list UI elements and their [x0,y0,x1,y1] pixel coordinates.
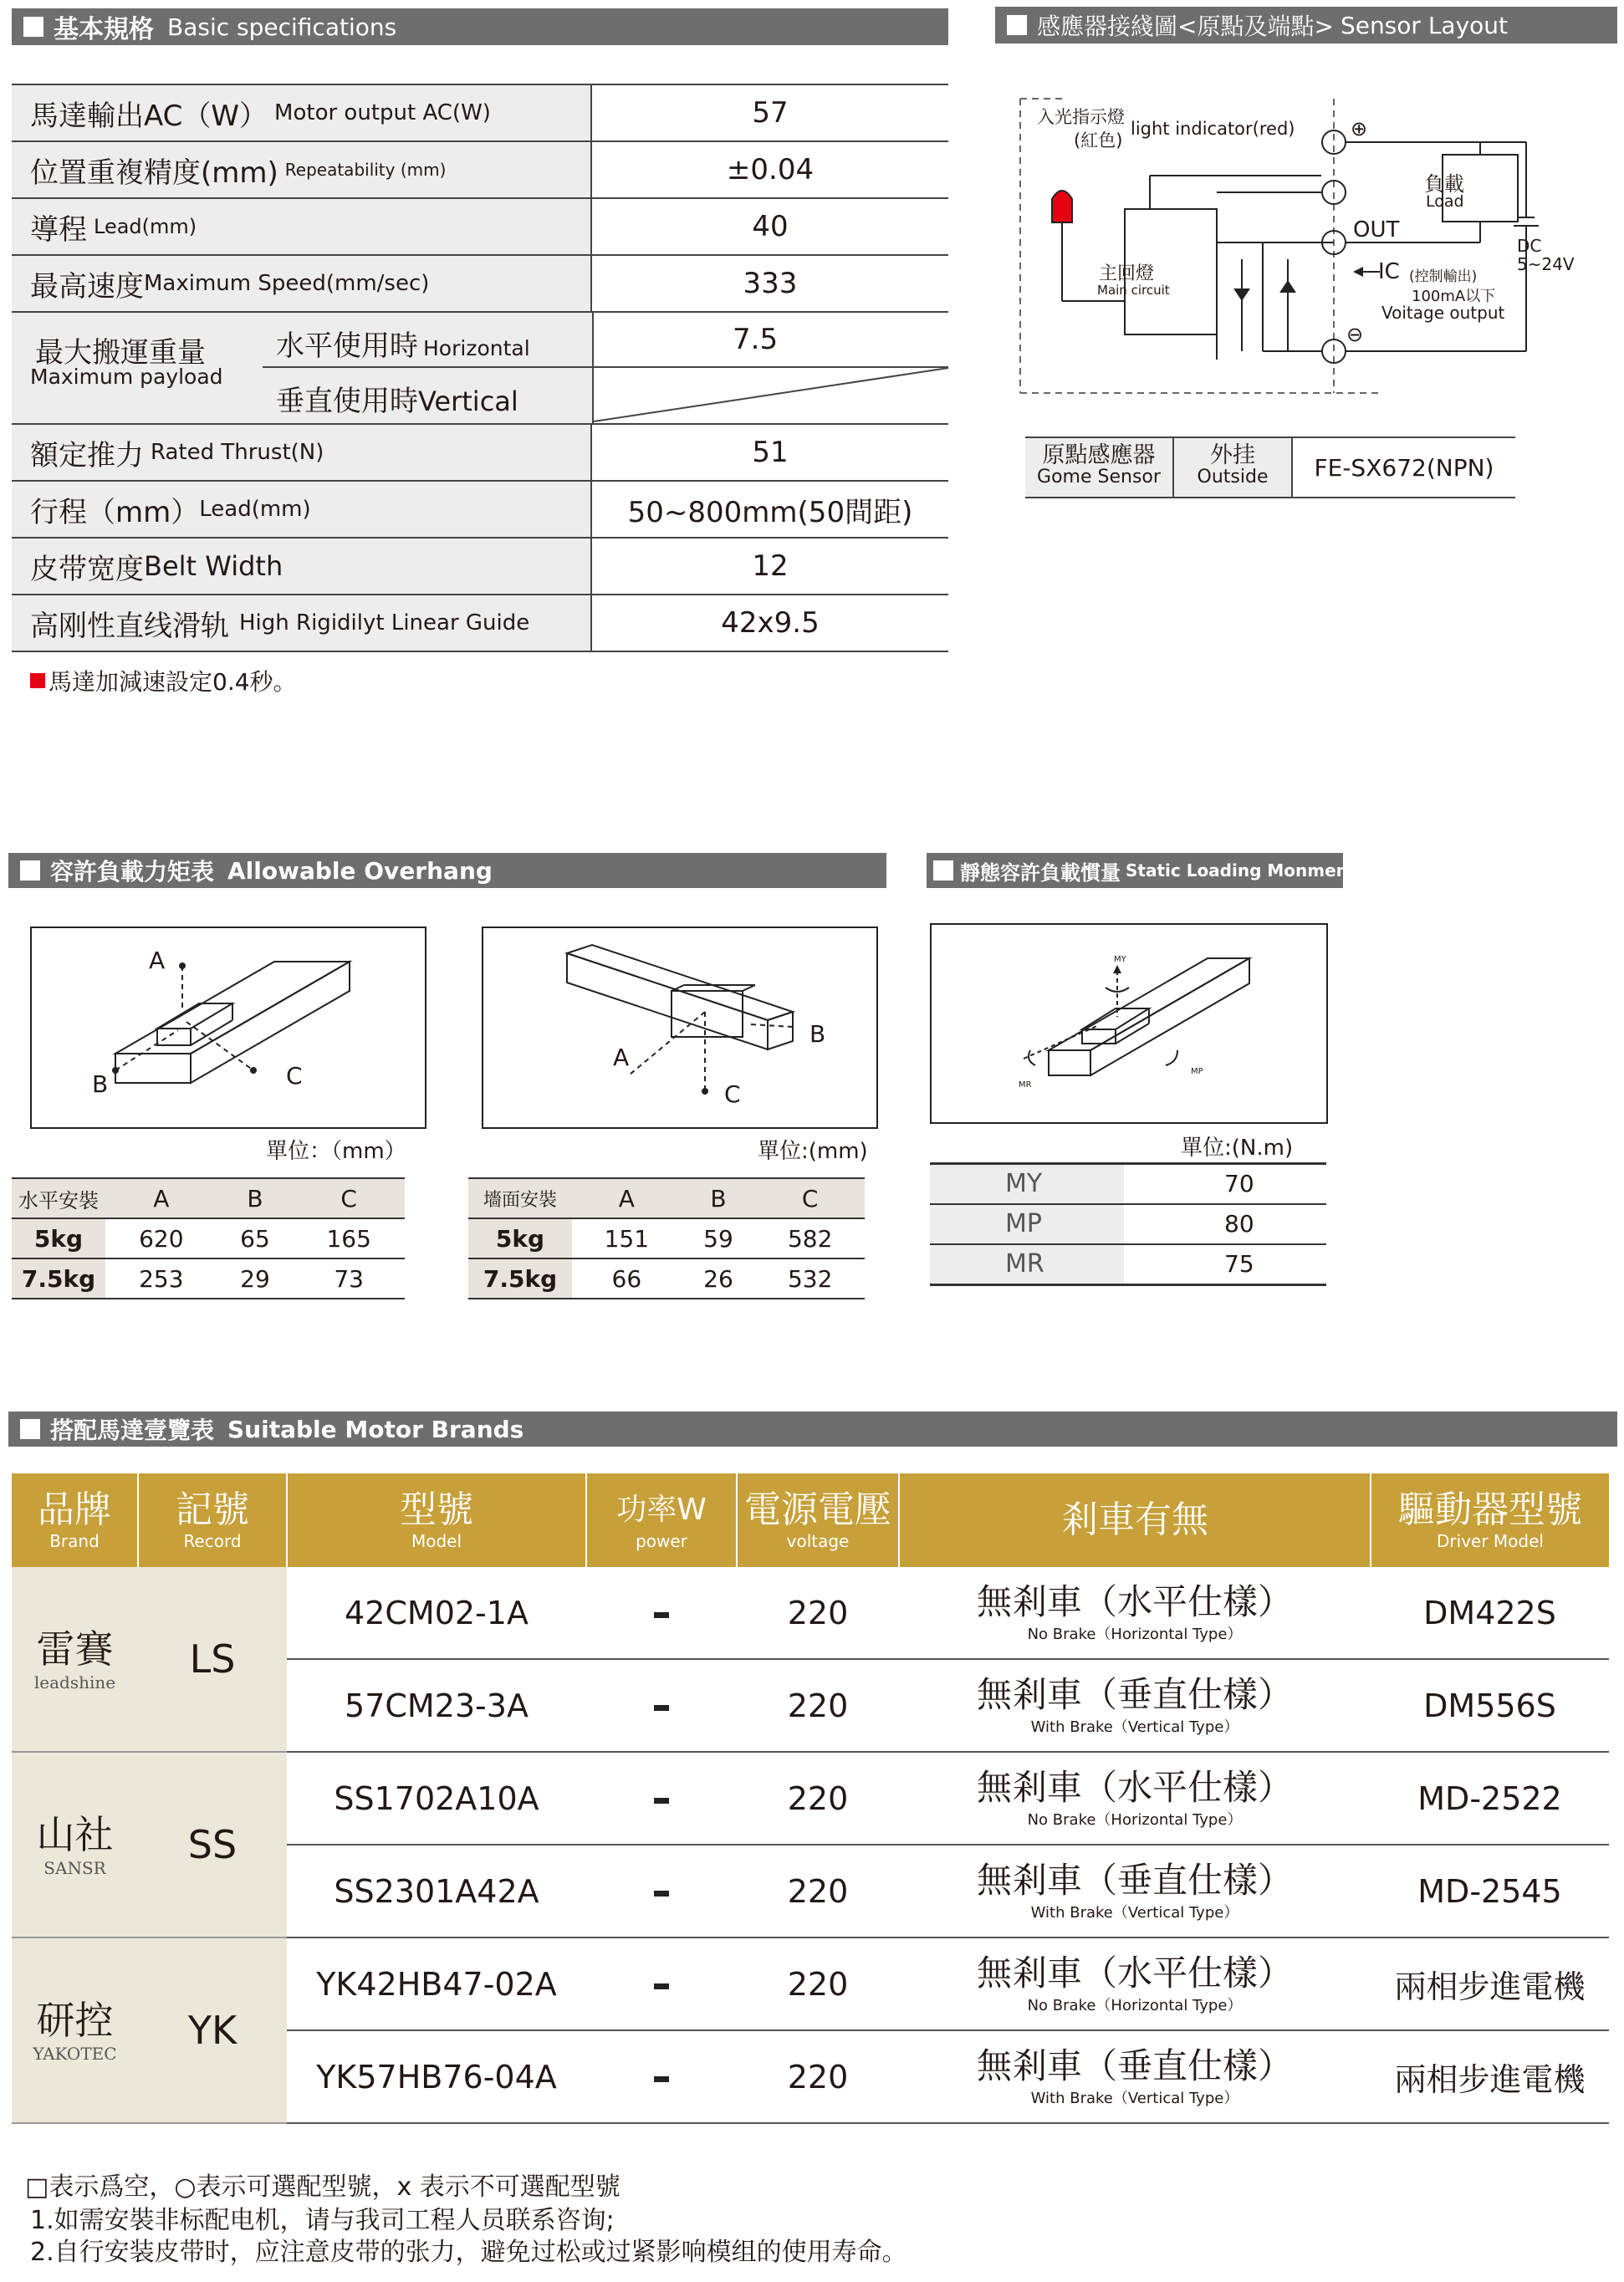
spec-row-belt-width: 皮带宽度 Belt Width 12 [12,539,948,595]
motors-header [8,1412,1617,1447]
spec-value: 333 [743,267,798,300]
spec-value: 51 [752,436,789,469]
static-moment-table [930,1162,1326,1286]
payload-vertical-label: 垂直使用時Vertical [276,385,518,418]
dash-mark [654,2076,669,2082]
static-moment-figure [930,923,1328,1124]
table-row: 5kg 151 59 582 [468,1218,865,1258]
label-c: C [724,1080,741,1108]
dash-mark [654,1705,669,1711]
dc-range: 5~24V [1517,254,1575,274]
header-square-icon [933,860,953,881]
overhang-unit-1: 單位：（mm） [266,1139,406,1164]
static-title-en: Static Loading Monment [1126,860,1356,881]
dash-mark [654,1612,669,1618]
brand-yakotec: 研控 YAKOTEC [12,1937,138,2123]
current-label: 100mA以下 [1412,288,1496,305]
ic-label: IC [1378,259,1400,284]
sensor-model-table: 原點感應器 Gome Sensor 外挂 Outside FE-SX672(NPN) [1025,436,1515,498]
table-row: SS2301A42A 220 無剎車（垂直仕樣） With Brake（Vertical Type） MD-2545 [12,1845,1609,1937]
spec-row-rated-thrust: 額定推力 Rated Thrust(N) 51 [12,425,948,482]
table-row: MY 70 [930,1165,1326,1205]
light-indicator-zh2: (紅色) [1074,130,1123,151]
static-header [927,853,1356,888]
spec-row-stroke: 行程（mm） Lead(mm) 50~800mm(50間距) [12,482,948,539]
motors-title-en: Suitable Motor Brands [227,1415,524,1443]
spec-value: 57 [752,96,789,130]
light-indicator-zh: 入光指示燈 [1037,107,1125,127]
label-mp: MP [1191,1067,1203,1076]
load-en: Load [1426,192,1464,211]
footer-line-2: 1.如需安裝非标配电机，请与我司工程人员联系咨询; [30,2206,615,2235]
spec-value: 12 [752,549,789,583]
motor-brands-table: 品牌 Brand 記號 Record 型號 Model 功率W power 電源電壓 voltage 剎車有無 驅動器型號 Driver Model 雷賽 leadshine LS 42CM02-1A 220 無剎車（水平仕樣） No Brake（Horizontal Type） DM422S 57CM23-3A 220 無剎車（垂直仕樣） With Brake（Vertical Type） DM556S 山社 SANSR SS SS1702A10A 220 無剎車（水平仕樣） No Brake（Horizontal Type） MD-2522 SS2301A42A 220 無剎車（垂直仕樣） With Brake（Vertical Type） MD-2545 研控 YAKOTEC YK YK42HB47-02A 220 無剎車（水平仕樣） No Brake（Horizontal Type） 兩相步進電機 YK57HB76-04A 220 無剎車（垂直仕樣） With Brake（Vertical Type） 兩相步進電機 [12,1473,1609,2124]
basic-note: 馬達加減速設定0.4秒。 [30,664,297,697]
table-title: 墻面安裝 [468,1178,572,1218]
main-circuit-zh: 主回燈 [1099,263,1155,284]
spec-row-payload [12,313,948,425]
dash-mark [654,1798,669,1804]
dc-label: DC [1517,236,1542,256]
out-terminal: OUT [1353,217,1400,242]
table-row: 5kg 620 65 165 [12,1218,405,1258]
minus-terminal: ⊖ [1346,323,1364,346]
payload-vertical-diagonal [594,368,948,423]
spec-row-lead: 導程 Lead(mm) 40 [12,199,948,256]
spec-value: 42x9.5 [721,606,820,640]
spec-row-linear-guide: 高刚性直线滑轨 High Rigidilyt Linear Guide 42x9.5 [12,595,948,652]
brand-sansr: 山社 SANSR [12,1752,138,1937]
spec-row-repeatability: 位置重複精度(mm) Repeatability (mm) ±0.04 [12,142,948,199]
payload-horizontal-value: 7.5 [733,323,779,356]
label-c: C [286,1062,303,1090]
main-circuit-en: Main circuit [1097,283,1170,298]
overhang-horizontal-figure [30,927,426,1129]
header-square-icon [23,17,43,37]
overhang-title-en: Allowable Overhang [227,856,493,885]
overhang-header [8,853,886,888]
spec-value: 40 [752,210,789,243]
motors-title-zh: 搭配馬達壹覽表 [50,1417,215,1444]
overhang-title-zh: 容許負載力矩表 [50,858,215,886]
brand-leadshine: 雷賽 leadshine [12,1567,138,1752]
sensor-title-zh: 感應器接綫圖<原點及端點> [1037,13,1334,40]
sensor-model: FE-SX672(NPN) [1314,453,1494,482]
light-indicator-en: light indicator(red) [1131,119,1295,139]
table-row: 57CM23-3A 220 無剎車（垂直仕樣） With Brake（Vertical Type） DM556S [12,1659,1609,1752]
overhang-wall-table: 墻面安裝 A B C 5kg 151 59 582 7.5kg 66 26 532 [468,1177,865,1299]
table-row: 7.5kg 66 26 532 [468,1258,865,1299]
header-square-icon [1007,15,1027,35]
payload-horizontal-label: 水平使用時 Horizontal [276,329,530,363]
label-my: MY [1114,955,1126,964]
overhang-unit-2: 單位:(mm) [758,1139,868,1164]
table-row: MR 75 [930,1245,1326,1286]
basic-spec-title-en: Basic specifications [167,13,397,41]
label-b: B [92,1070,109,1098]
sensor-title-en: Sensor Layout [1340,11,1508,39]
table-title: 水平安裝 [12,1178,105,1218]
table-row: 雷賽 leadshine LS 42CM02-1A 220 無剎車（水平仕樣） No Brake（Horizontal Type） DM422S [12,1567,1609,1659]
label-a: A [613,1044,630,1071]
dash-mark [654,1983,669,1989]
label-mr: MR [1019,1080,1032,1090]
table-row: YK57HB76-04A 220 無剎車（垂直仕樣） With Brake（Vertical Type） 兩相步進電機 [12,2030,1609,2123]
label-b: B [809,1020,826,1048]
dash-mark [654,1891,669,1897]
static-unit: 單位:(N.m) [1181,1136,1294,1161]
voltage-label: Voitage output [1381,303,1505,323]
spec-value: 50~800mm(50間距) [627,495,913,529]
spec-row-motor-output: 馬達輸出AC（W） Motor output AC(W) 57 [12,85,948,142]
table-row: 山社 SANSR SS SS1702A10A 220 無剎車（水平仕樣） No Brake（Horizontal Type） MD-2522 [12,1752,1609,1845]
spec-value: ±0.04 [726,153,815,186]
red-square-icon [30,673,45,688]
payload-label-zh: 最大搬運重量 [35,336,206,370]
payload-label-en: Maximum payload [30,365,223,389]
overhang-wall-figure [482,927,878,1129]
basic-spec-header [12,8,948,45]
table-row: MP 80 [930,1205,1326,1245]
overhang-horizontal-table: 水平安裝 A B C 5kg 620 65 165 7.5kg 253 29 73 [12,1177,405,1299]
basic-spec-title-zh: 基本規格 [54,15,154,44]
footer-line-3: 2.自行安装皮带时，应注意皮带的张力，避免过松或过紧影响模组的使用寿命。 [30,2238,907,2267]
spec-row-max-speed: 最高速度 Maximum Speed(mm/sec) 333 [12,256,948,313]
label-a: A [149,947,166,974]
header-square-icon [20,1419,40,1439]
header-square-icon [20,860,40,881]
sensor-header [995,7,1617,43]
static-title-zh: 靜態容許負載慣量 [960,860,1121,885]
ic-note: (控制輸出) [1409,268,1478,285]
table-row: 研控 YAKOTEC YK YK42HB47-02A 220 無剎車（水平仕樣） No Brake（Horizontal Type） 兩相步進電機 [12,1937,1609,2030]
plus-terminal: ⊕ [1351,117,1368,140]
footer-line-1: □表示爲空，○表示可選配型號，x 表示不可選配型號 [25,2172,620,2202]
load-zh: 負載 [1424,172,1464,196]
table-row: 7.5kg 253 29 73 [12,1258,405,1299]
